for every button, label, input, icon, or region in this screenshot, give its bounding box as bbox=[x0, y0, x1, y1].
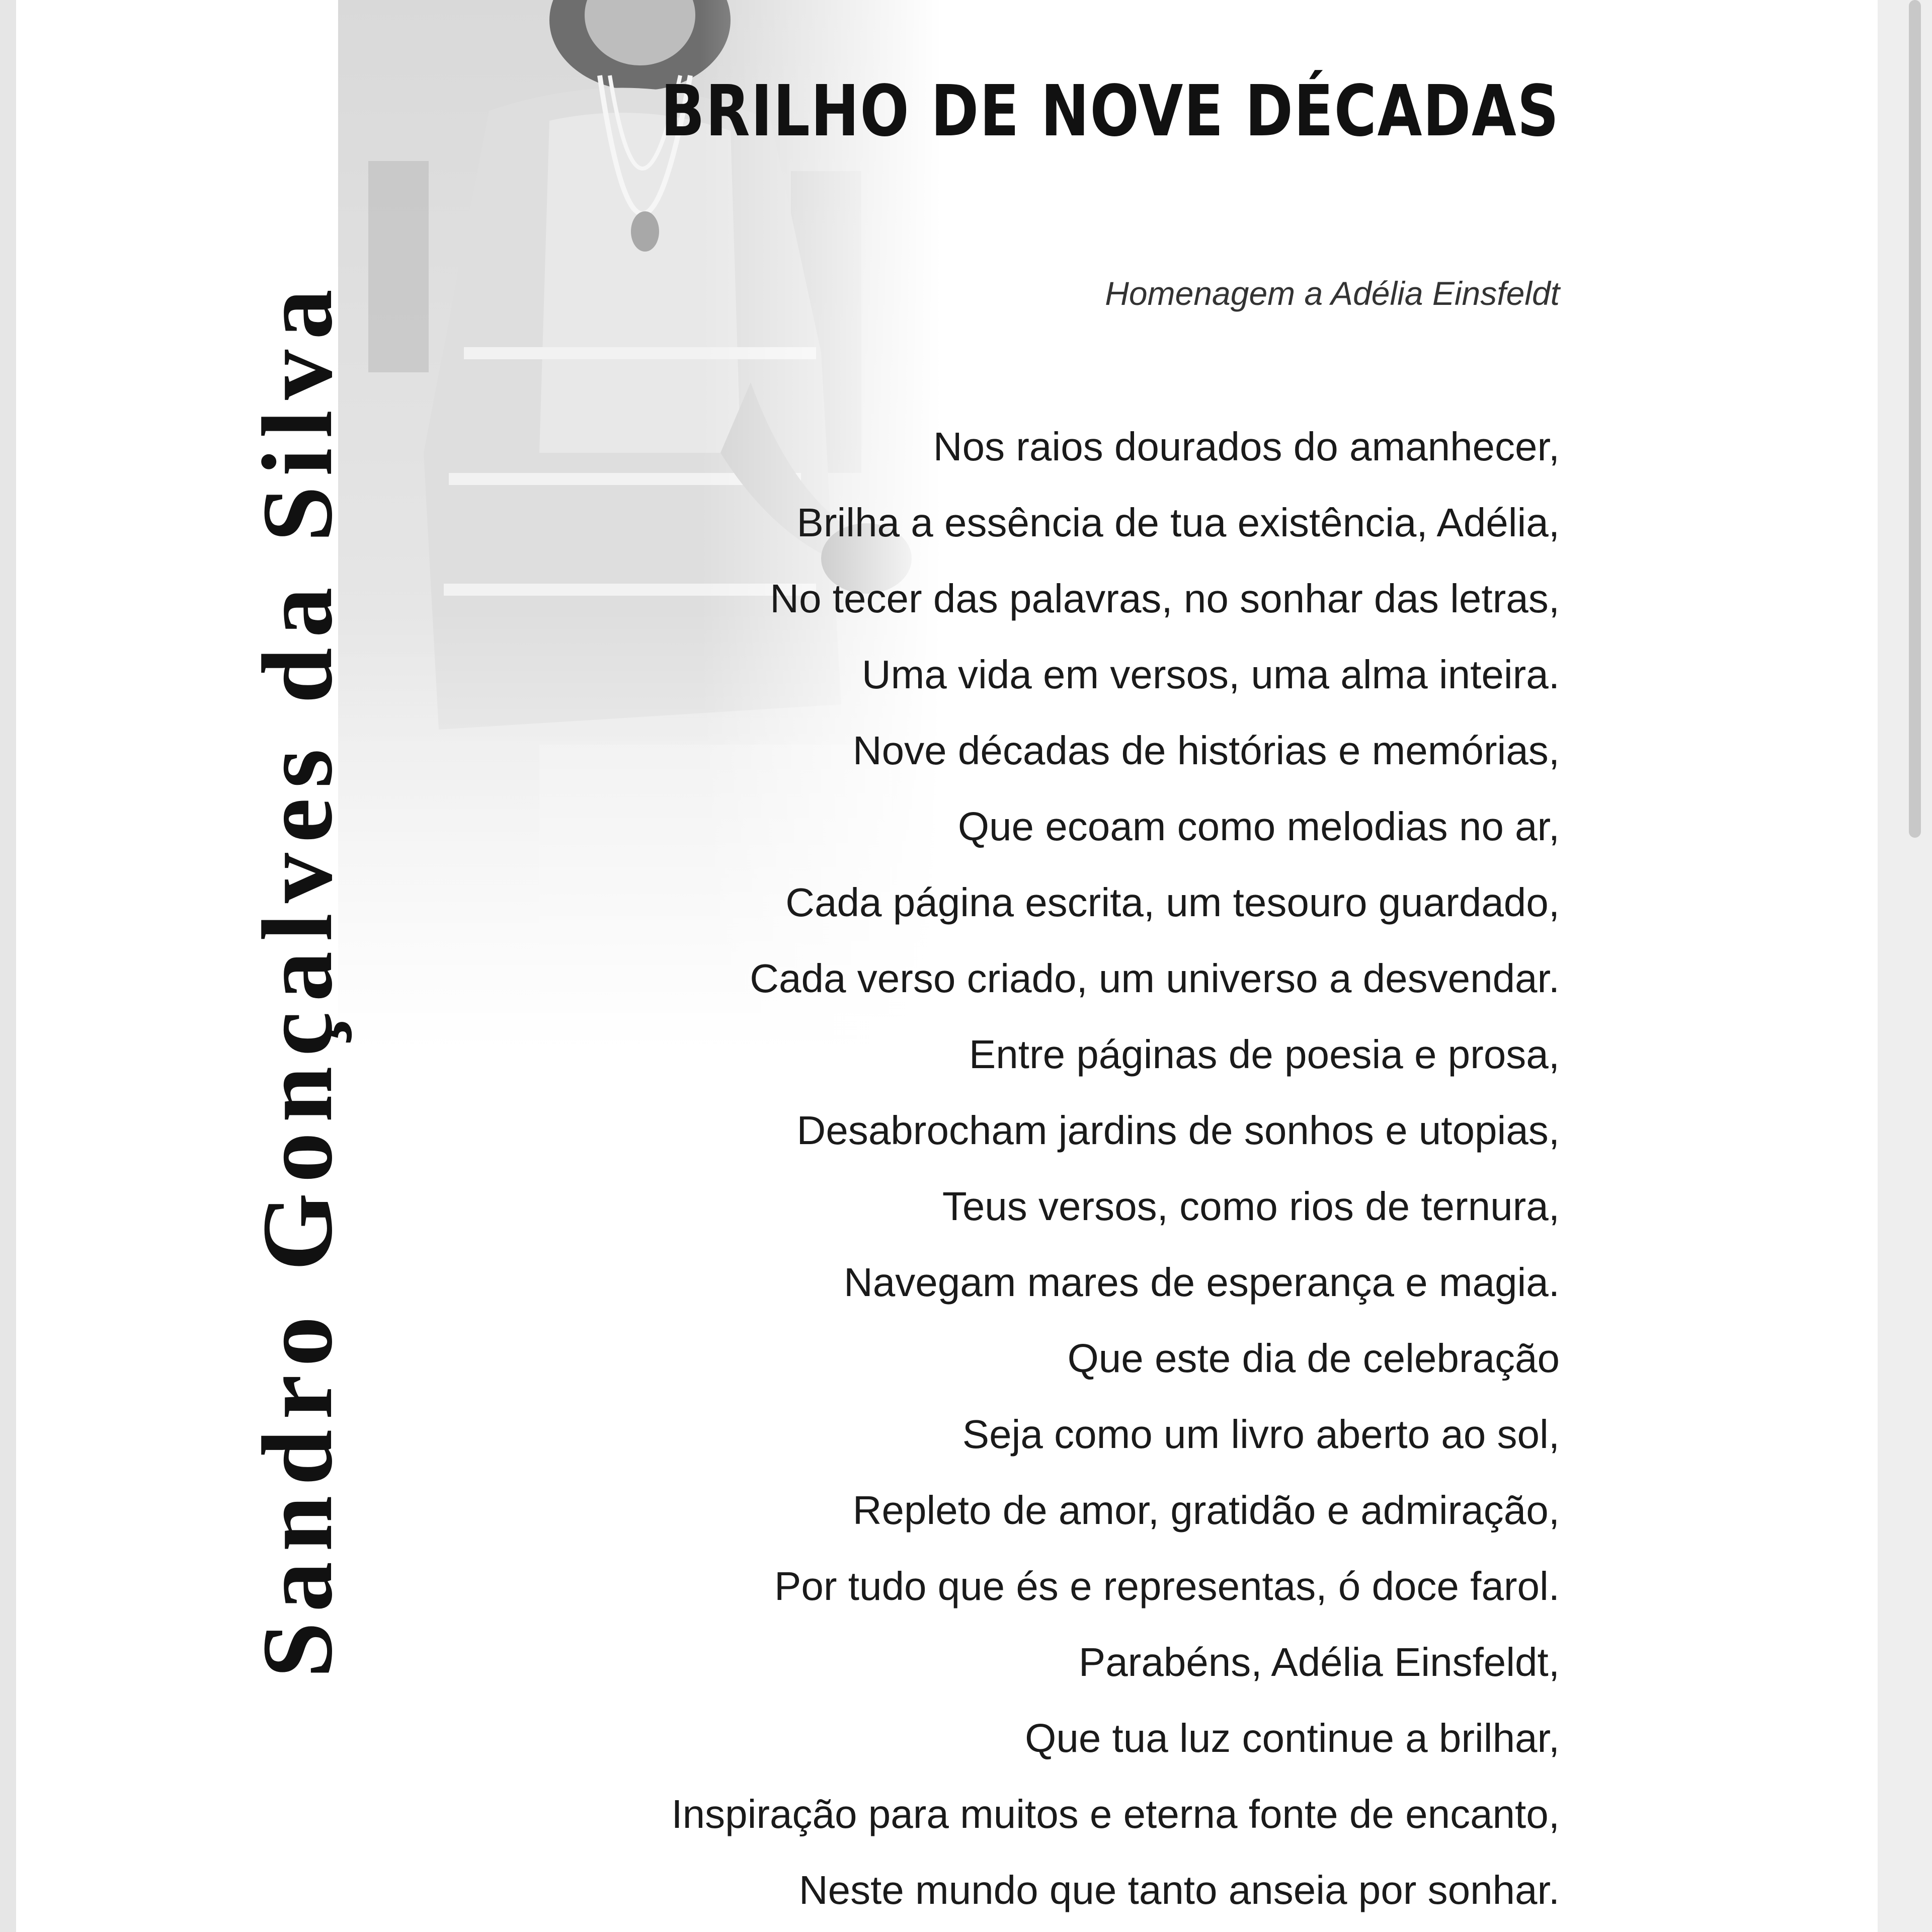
poem-line: Que ecoam como melodias no ar, bbox=[957, 804, 1560, 849]
poem-body bbox=[671, 409, 1560, 1928]
poem-line: Cada página escrita, um tesouro guardado, bbox=[785, 880, 1560, 925]
author-name: Sandro Gonçalves da Silva bbox=[242, 279, 353, 1678]
poem-line: Entre páginas de poesia e prosa, bbox=[969, 1032, 1560, 1077]
poem-line: Por tudo que és e representas, ó doce farol. bbox=[774, 1564, 1560, 1608]
poem-line: Neste mundo que tanto anseia por sonhar. bbox=[798, 1868, 1560, 1912]
left-margin bbox=[0, 0, 16, 1932]
poem-line: Brilha a essência de tua existência, Adélia, bbox=[796, 500, 1560, 545]
poem-line: Uma vida em versos, uma alma inteira. bbox=[861, 652, 1560, 697]
poem-line: Nos raios dourados do amanhecer, bbox=[933, 424, 1560, 469]
poem-line: Desabrocham jardins de sonhos e utopias, bbox=[796, 1108, 1560, 1153]
right-margin bbox=[1878, 0, 1932, 1932]
poem-title: BRILHO DE NOVE DÉCADAS bbox=[661, 70, 1560, 152]
poem-line: Seja como um livro aberto ao sol, bbox=[962, 1412, 1560, 1457]
poem-line: Parabéns, Adélia Einsfeldt, bbox=[1078, 1640, 1560, 1684]
poem-line: Teus versos, como rios de ternura, bbox=[942, 1184, 1560, 1229]
poem-line: No tecer das palavras, no sonhar das letras, bbox=[770, 576, 1560, 621]
poem-line: Repleto de amor, gratidão e admiração, bbox=[852, 1488, 1560, 1533]
poem-line: Navegam mares de esperança e magia. bbox=[844, 1260, 1560, 1305]
book-page bbox=[16, 0, 1878, 1932]
poem-line: Que tua luz continue a brilhar, bbox=[1025, 1716, 1560, 1760]
poem-line: Nove décadas de histórias e memórias, bbox=[852, 728, 1560, 773]
poem-line: Inspiração para muitos e eterna fonte de encanto, bbox=[671, 1792, 1560, 1836]
poem-dedication: Homenagem a Adélia Einsfeldt bbox=[1105, 275, 1560, 312]
scrollbar[interactable] bbox=[1909, 0, 1921, 838]
poem-line: Cada verso criado, um universo a desvendar. bbox=[750, 956, 1560, 1001]
poem-line: Que este dia de celebração bbox=[1067, 1336, 1560, 1381]
